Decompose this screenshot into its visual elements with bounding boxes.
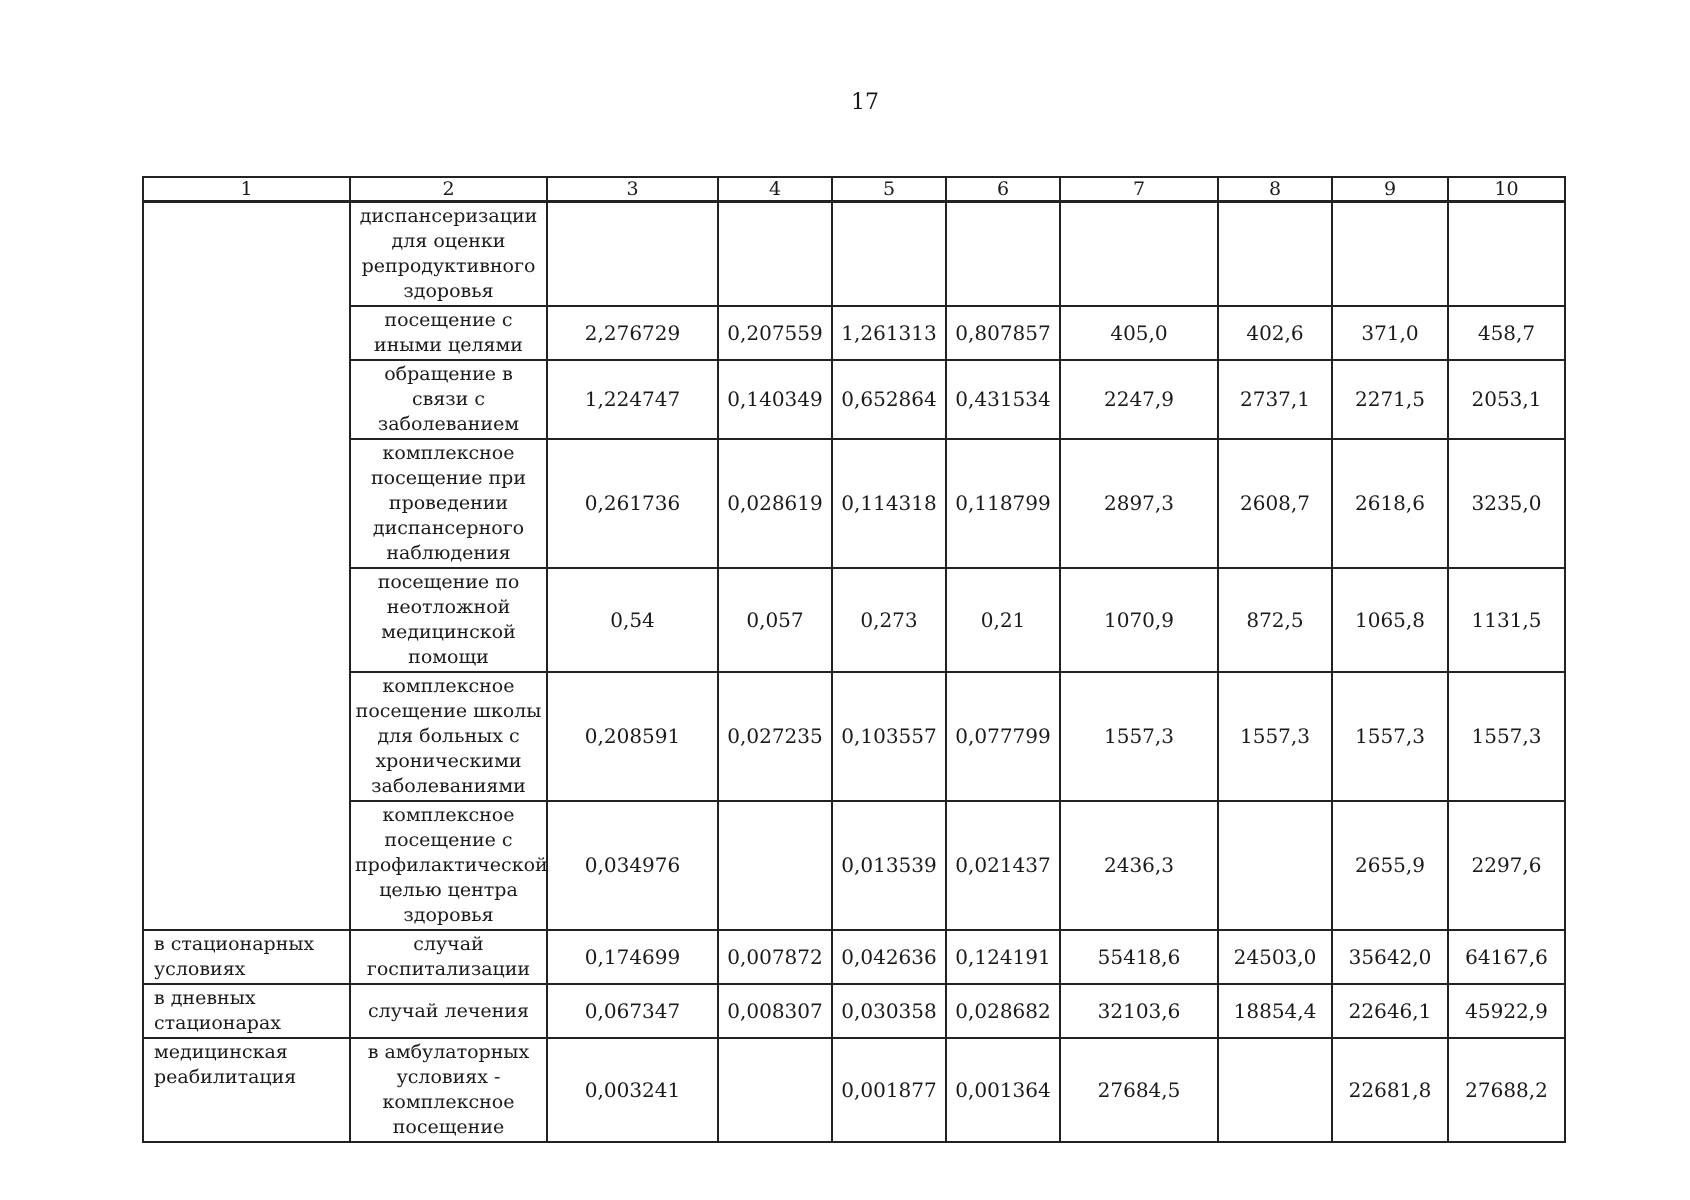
value-cell: 2436,3 bbox=[1060, 801, 1218, 930]
section-cell: в стационарных условиях bbox=[143, 930, 350, 984]
value-cell: 0,118799 bbox=[946, 439, 1060, 568]
value-cell: 0,114318 bbox=[832, 439, 946, 568]
header-cell: 9 bbox=[1332, 177, 1448, 202]
value-cell: 2608,7 bbox=[1218, 439, 1332, 568]
value-cell: 0,273 bbox=[832, 568, 946, 672]
unit-cell: диспансеризации для оценки репродуктивного здоровья bbox=[350, 202, 547, 307]
value-cell: 1065,8 bbox=[1332, 568, 1448, 672]
unit-cell: обращение в связи с заболеванием bbox=[350, 360, 547, 439]
value-cell: 2655,9 bbox=[1332, 801, 1448, 930]
header-cell: 3 bbox=[547, 177, 718, 202]
unit-cell: комплексное посещение при проведении диспансерного наблюдения bbox=[350, 439, 547, 568]
value-cell: 1557,3 bbox=[1332, 672, 1448, 801]
table-row bbox=[143, 672, 1565, 801]
value-cell: 1131,5 bbox=[1448, 568, 1565, 672]
value-cell: 0,652864 bbox=[832, 360, 946, 439]
header-cell: 5 bbox=[832, 177, 946, 202]
value-cell: 2297,6 bbox=[1448, 801, 1565, 930]
value-cell: 45922,9 bbox=[1448, 984, 1565, 1038]
unit-cell: случай лечения bbox=[350, 984, 547, 1038]
header-cell: 6 bbox=[946, 177, 1060, 202]
value-cell: 2897,3 bbox=[1060, 439, 1218, 568]
value-cell: 1,224747 bbox=[547, 360, 718, 439]
value-cell: 0,042636 bbox=[832, 930, 946, 984]
value-cell: 2053,1 bbox=[1448, 360, 1565, 439]
unit-cell: комплексное посещение школы для больных с хроническими заболеваниями bbox=[350, 672, 547, 801]
data-table bbox=[142, 176, 1566, 1143]
value-cell: 22681,8 bbox=[1332, 1038, 1448, 1142]
value-cell: 0,021437 bbox=[946, 801, 1060, 930]
value-cell bbox=[718, 1038, 832, 1142]
value-cell bbox=[1332, 202, 1448, 307]
header-cell: 1 bbox=[143, 177, 350, 202]
section-cell bbox=[143, 202, 350, 931]
value-cell: 0,067347 bbox=[547, 984, 718, 1038]
table-row bbox=[143, 439, 1565, 568]
value-cell bbox=[547, 202, 718, 307]
value-cell: 0,431534 bbox=[946, 360, 1060, 439]
value-cell: 371,0 bbox=[1332, 306, 1448, 360]
value-cell: 18854,4 bbox=[1218, 984, 1332, 1038]
value-cell: 0,030358 bbox=[832, 984, 946, 1038]
table-row bbox=[143, 202, 1565, 307]
value-cell: 24503,0 bbox=[1218, 930, 1332, 984]
header-cell: 2 bbox=[350, 177, 547, 202]
unit-cell: посещение с иными целями bbox=[350, 306, 547, 360]
value-cell: 0,034976 bbox=[547, 801, 718, 930]
value-cell: 0,001364 bbox=[946, 1038, 1060, 1142]
value-cell: 27688,2 bbox=[1448, 1038, 1565, 1142]
value-cell: 0,013539 bbox=[832, 801, 946, 930]
table-row bbox=[143, 306, 1565, 360]
unit-cell: в амбулаторных условиях - комплексное посещение bbox=[350, 1038, 547, 1142]
value-cell bbox=[1218, 202, 1332, 307]
value-cell: 3235,0 bbox=[1448, 439, 1565, 568]
value-cell: 0,003241 bbox=[547, 1038, 718, 1142]
value-cell: 1070,9 bbox=[1060, 568, 1218, 672]
value-cell bbox=[832, 202, 946, 307]
value-cell: 0,174699 bbox=[547, 930, 718, 984]
value-cell bbox=[718, 801, 832, 930]
value-cell: 0,057 bbox=[718, 568, 832, 672]
table-row bbox=[143, 568, 1565, 672]
unit-cell: комплексное посещение с профилактической целью центра здоровья bbox=[350, 801, 547, 930]
header-cell: 4 bbox=[718, 177, 832, 202]
value-cell: 1557,3 bbox=[1218, 672, 1332, 801]
value-cell: 0,028682 bbox=[946, 984, 1060, 1038]
value-cell: 872,5 bbox=[1218, 568, 1332, 672]
value-cell: 0,027235 bbox=[718, 672, 832, 801]
value-cell: 0,077799 bbox=[946, 672, 1060, 801]
value-cell: 35642,0 bbox=[1332, 930, 1448, 984]
value-cell bbox=[1448, 202, 1565, 307]
value-cell: 1557,3 bbox=[1448, 672, 1565, 801]
value-cell bbox=[1218, 1038, 1332, 1142]
value-cell bbox=[718, 202, 832, 307]
section-cell: в дневных стационарах bbox=[143, 984, 350, 1038]
unit-cell: посещение по неотложной медицинской помощи bbox=[350, 568, 547, 672]
value-cell bbox=[946, 202, 1060, 307]
table-row bbox=[143, 801, 1565, 930]
value-cell: 0,807857 bbox=[946, 306, 1060, 360]
value-cell: 0,001877 bbox=[832, 1038, 946, 1142]
value-cell: 2247,9 bbox=[1060, 360, 1218, 439]
section-cell: медицинская реабилитация bbox=[143, 1038, 350, 1142]
value-cell bbox=[1218, 801, 1332, 930]
value-cell: 2271,5 bbox=[1332, 360, 1448, 439]
value-cell: 0,140349 bbox=[718, 360, 832, 439]
value-cell: 2618,6 bbox=[1332, 439, 1448, 568]
value-cell: 2737,1 bbox=[1218, 360, 1332, 439]
header-cell: 8 bbox=[1218, 177, 1332, 202]
value-cell: 32103,6 bbox=[1060, 984, 1218, 1038]
value-cell: 0,261736 bbox=[547, 439, 718, 568]
value-cell: 0,103557 bbox=[832, 672, 946, 801]
page-number: 17 bbox=[851, 90, 879, 115]
value-cell: 64167,6 bbox=[1448, 930, 1565, 984]
value-cell: 2,276729 bbox=[547, 306, 718, 360]
value-cell: 55418,6 bbox=[1060, 930, 1218, 984]
value-cell: 0,207559 bbox=[718, 306, 832, 360]
value-cell: 27684,5 bbox=[1060, 1038, 1218, 1142]
value-cell: 22646,1 bbox=[1332, 984, 1448, 1038]
table-row bbox=[143, 984, 1565, 1038]
table-body bbox=[143, 177, 1565, 1142]
unit-cell: случай госпитализации bbox=[350, 930, 547, 984]
value-cell: 405,0 bbox=[1060, 306, 1218, 360]
value-cell: 0,208591 bbox=[547, 672, 718, 801]
value-cell: 0,54 bbox=[547, 568, 718, 672]
header-cell: 7 bbox=[1060, 177, 1218, 202]
value-cell: 0,21 bbox=[946, 568, 1060, 672]
value-cell: 0,124191 bbox=[946, 930, 1060, 984]
value-cell: 0,028619 bbox=[718, 439, 832, 568]
value-cell: 0,008307 bbox=[718, 984, 832, 1038]
value-cell: 1557,3 bbox=[1060, 672, 1218, 801]
value-cell: 0,007872 bbox=[718, 930, 832, 984]
value-cell: 402,6 bbox=[1218, 306, 1332, 360]
header-cell: 10 bbox=[1448, 177, 1565, 202]
table-row bbox=[143, 930, 1565, 984]
value-cell: 458,7 bbox=[1448, 306, 1565, 360]
value-cell bbox=[1060, 202, 1218, 307]
table-row bbox=[143, 360, 1565, 439]
table-row bbox=[143, 1038, 1565, 1142]
header-row bbox=[143, 177, 1565, 202]
value-cell: 1,261313 bbox=[832, 306, 946, 360]
